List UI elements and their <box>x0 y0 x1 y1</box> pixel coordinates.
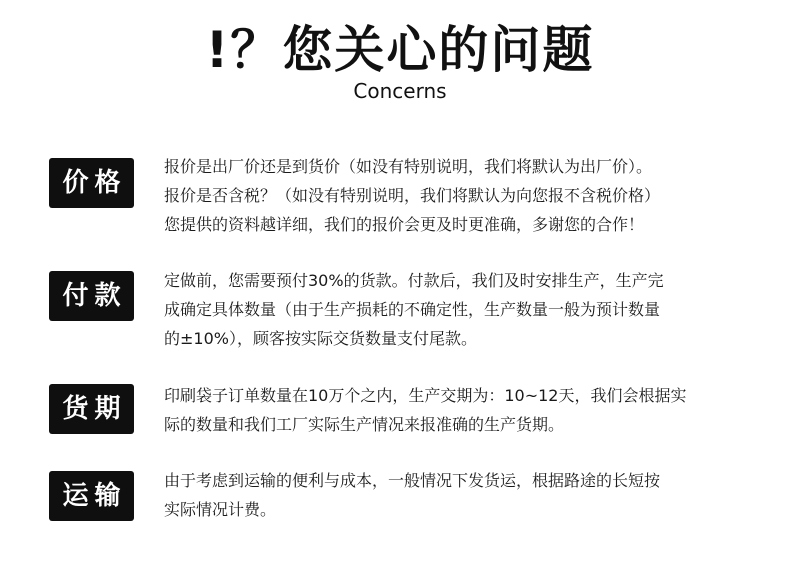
text-line: 您提供的资料越详细，我们的报价会更及时更准确，多谢您的合作！ <box>164 215 645 234</box>
text-line: 印刷袋子订单数量在10万个之内，生产交期为：10~12天，我们会根据实 <box>164 386 687 405</box>
section-text-delivery-time <box>164 381 764 439</box>
text-line: 实际情况计费。 <box>164 500 277 519</box>
section-badge-shipping: 运输 <box>49 471 134 521</box>
text-line: 报价是出厂价还是到货价（如没有特别说明，我们将默认为出厂价）。 <box>164 157 653 176</box>
text-line: 报价是否含税？（如没有特别说明，我们将默认为向您报不含税价格） <box>164 186 661 205</box>
section-badge-price: 价格 <box>49 158 134 208</box>
text-line: 由于考虑到运输的便利与成本，一般情况下发货运，根据路途的长短按 <box>164 471 661 490</box>
section-text-payment <box>164 266 764 353</box>
section-text-price <box>164 152 764 239</box>
text-line: 的±10%），顾客按实际交货数量支付尾款。 <box>164 329 477 348</box>
page-title: !？您关心的问题 <box>205 21 595 79</box>
section-badge-payment: 付款 <box>49 271 134 321</box>
page-subtitle: Concerns <box>353 79 447 103</box>
text-line: 成确定具体数量（由于生产损耗的不确定性，生产数量一般为预计数量 <box>164 300 661 319</box>
text-line: 际的数量和我们工厂实际生产情况来报准确的生产货期。 <box>164 415 565 434</box>
text-line: 定做前，您需要预付30%的货款。付款后，我们及时安排生产，生产完 <box>164 271 664 290</box>
section-text-shipping <box>164 466 764 524</box>
section-badge-delivery-time: 货期 <box>49 384 134 434</box>
